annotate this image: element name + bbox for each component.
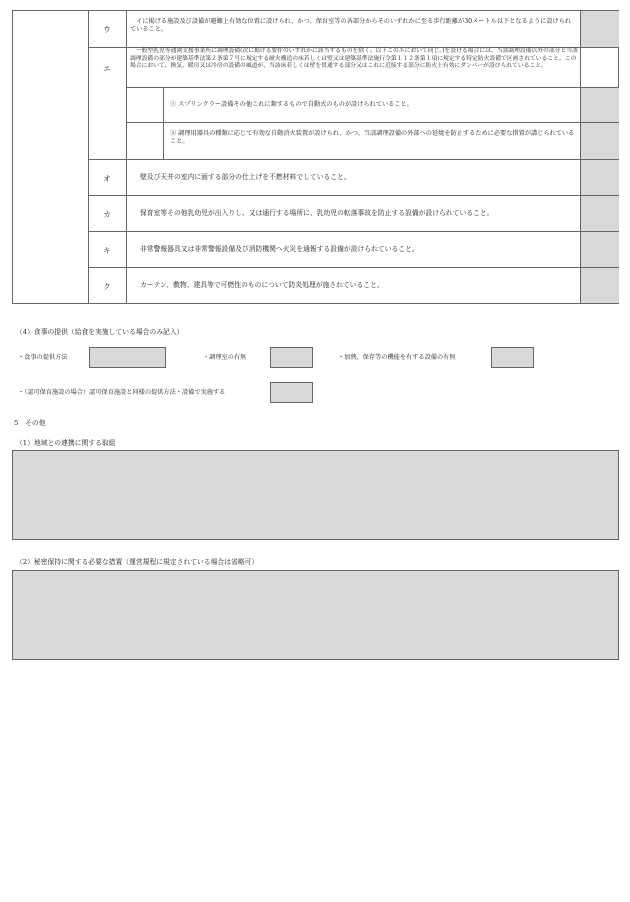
answer-cell[interactable] (581, 123, 619, 159)
sub-row-text: ② 調理用器具の種類に応じて有効な自動消火装置が設けられ、かつ、当該調理設備の外部への延焼を防止するために必要な措置が講じられていること。 (170, 130, 575, 146)
community-heading: （1）地域との連携に関する取組 (16, 439, 116, 447)
answer-cell[interactable] (581, 160, 619, 195)
table-divider (126, 87, 619, 88)
table-divider (88, 231, 619, 232)
answer-cell[interactable] (581, 268, 619, 303)
answer-cell[interactable] (581, 232, 619, 267)
equipment-field[interactable] (491, 347, 534, 368)
kitchen-field[interactable] (270, 347, 313, 368)
answer-cell[interactable] (581, 88, 619, 122)
meal-method-field[interactable] (89, 347, 166, 368)
meal-method-label: ・食事の提供方法 (18, 354, 68, 361)
table-divider (126, 10, 127, 304)
other-heading: 5 その他 (14, 419, 46, 427)
licensed-field[interactable] (270, 382, 313, 403)
table-divider (163, 87, 164, 159)
answer-cell[interactable] (581, 196, 619, 231)
privacy-textarea[interactable] (12, 570, 619, 660)
row-label: オ (103, 174, 111, 183)
row-label: エ (103, 64, 111, 73)
row-text: 一般型乳児等通園支援事業所に調理設備(次に掲げる要件のいずれかに該当するものを除く。以下このエにおいて同じ。)を設ける場合には、当該調理設備以外の部分と当該調理設備の部分が建築基準法第２条第７号に規定する耐火構造の床若しくは壁又は建築基準法施行令第１１２条第１項に規定する特定防火設備で区画されていること。この場合において、換気、暖房又は冷房の設備の風道が、当該床若しくは壁を貫通する部分又はこれに近接する部分に防火上有効にダンパーが設けられていること。 (130, 48, 578, 70)
table-divider (88, 10, 89, 304)
row-label: カ (103, 210, 111, 219)
meal-heading: （4）食事の提供（給食を実施している場合のみ記入） (16, 328, 184, 336)
row-label: キ (103, 246, 111, 255)
row-text: イに掲げる施設及び設備が避難上有効な位置に設けられ、かつ、保育室等の各部分からそのいずれかに至る歩行距離が30メートル以下となるように設けられていること。 (130, 18, 572, 34)
privacy-heading: （2）秘密保持に関する必要な措置（運営規程に規定されている場合は省略可） (16, 558, 259, 566)
kitchen-label: ・調理室の有無 (203, 354, 247, 361)
table-divider (88, 267, 619, 268)
row-label: ク (103, 282, 111, 291)
row-label: ウ (103, 25, 111, 34)
row-text: カーテン、敷物、建具等で可燃性のものについて防炎処理が施されていること。 (140, 281, 384, 289)
licensed-label: ・（認可保育施設の場合）認可保育施設と同様の提供方法・設備で実施する (18, 389, 226, 396)
community-textarea[interactable] (12, 450, 619, 540)
table-divider (126, 122, 619, 123)
row-text: 保育室等その他乳幼児が出入りし、又は通行する場所に、乳幼児の転落事故を防止する設備が設けられていること。 (140, 209, 494, 217)
table-divider (88, 159, 619, 160)
equipment-label: ・加熱、保存等の機能を有する設備の有無 (338, 354, 456, 361)
table-divider (88, 195, 619, 196)
row-text: 非常警報器具又は非常警報設備及び消防機関へ火災を通報する設備が設けられていること。 (140, 245, 419, 253)
row-text: 壁及び天井の室内に面する部分の仕上げを不燃材料でしていること。 (140, 173, 351, 181)
sub-row-text: ① スプリンクラー設備その他これに類するもので自動式のものが設けられていること。 (170, 101, 413, 108)
answer-cell[interactable] (581, 11, 619, 47)
